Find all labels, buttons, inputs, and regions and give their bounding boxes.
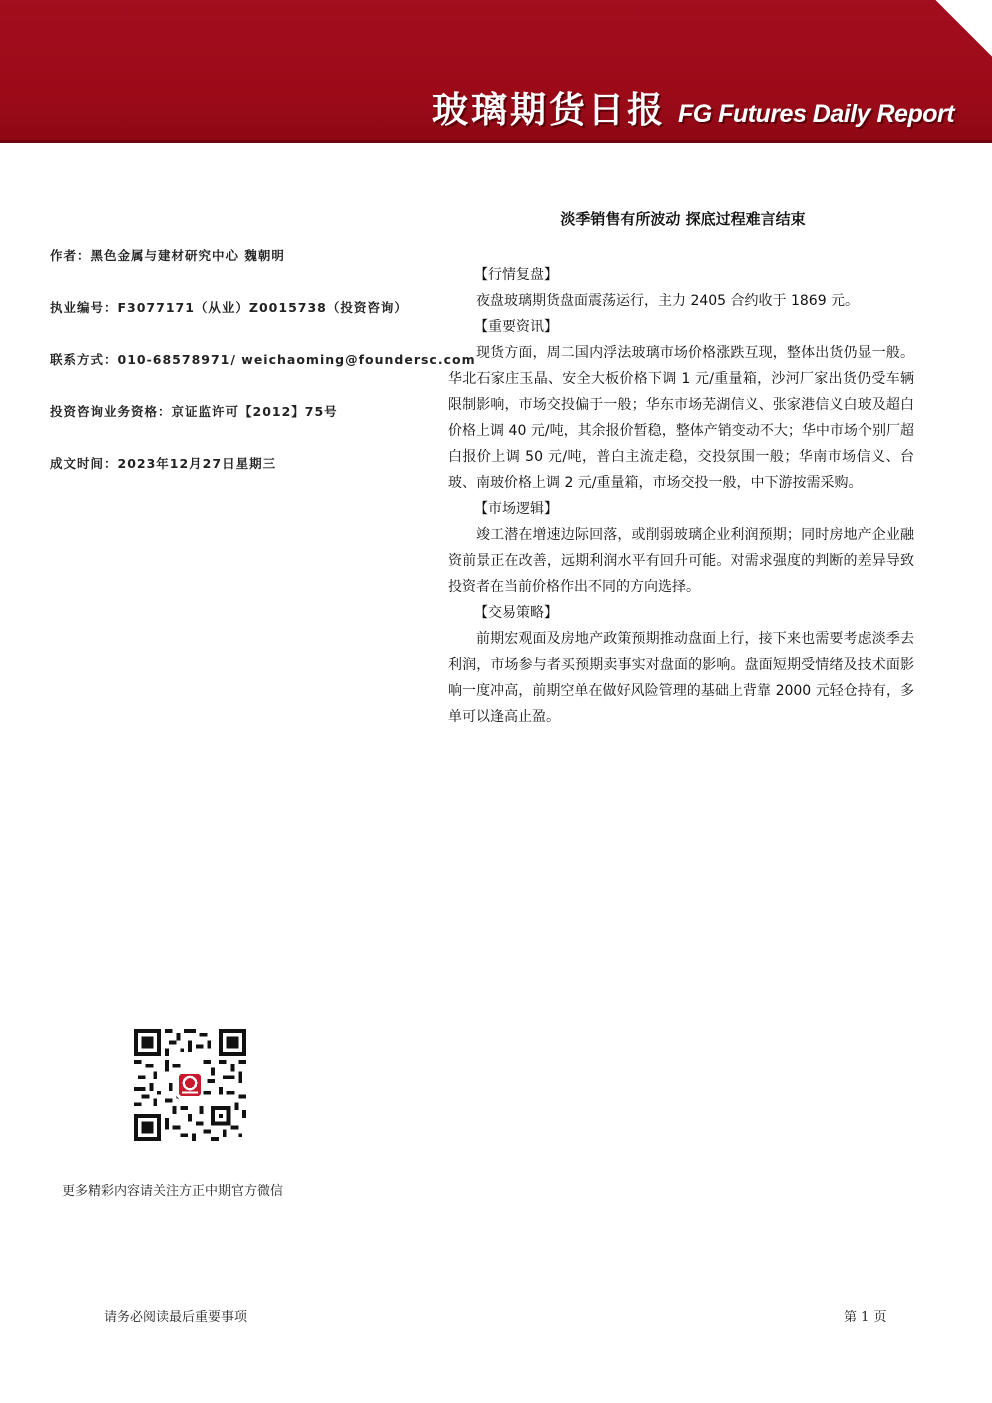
section-heading: 【重要资讯】 [474, 319, 558, 335]
footer-page-number: 第 1 页 [844, 1310, 887, 1325]
section-paragraph: 前期宏观面及房地产政策预期推动盘面上行，接下来也需要考虑淡季去利润，市场参与者买预期卖事实对盘面的影响。盘面短期受情绪及技术面影响一度冲高，前期空单在做好风险管理的基础上背靠 2000 元轻仓持有，多单可以逢高止盈。 [448, 631, 914, 725]
header-bottom-strip [0, 140, 992, 143]
section-news [448, 314, 914, 496]
section-review [448, 262, 914, 314]
section-strategy [448, 600, 914, 730]
section-paragraph: 夜盘玻璃期货盘面震荡运行，主力 2405 合约收于 1869 元。 [476, 293, 860, 309]
meta-contact: 联系方式：010-68578971/ weichaoming@foundersc.com [50, 352, 476, 367]
section-heading: 【交易策略】 [474, 605, 558, 621]
report-title: 淡季销售有所波动 探底过程难言结束 [560, 210, 806, 228]
header-corner-cut [935, 0, 992, 57]
report-body [448, 262, 914, 730]
section-heading: 【行情复盘】 [474, 267, 558, 283]
footer-notice: 请务必阅读最后重要事项 [104, 1310, 248, 1325]
header-title-cn: 玻璃期货日报 [432, 90, 667, 131]
section-logic [448, 496, 914, 600]
qr-caption: 更多精彩内容请关注方正中期官方微信 [62, 1184, 284, 1199]
meta-date: 成文时间：2023年12月27日星期三 [50, 456, 277, 471]
meta-license-no: 执业编号：F3077171（从业）Z0015738（投资咨询） [50, 300, 408, 315]
report-header-banner [0, 0, 992, 143]
meta-qualification: 投资咨询业务资格：京证监许可【2012】75号 [50, 404, 338, 419]
wechat-qr-code-icon [134, 1029, 246, 1141]
header-title [432, 82, 954, 132]
header-title-en: FG Futures Daily Report [678, 100, 955, 128]
meta-author: 作者：黑色金属与建材研究中心 魏朝明 [50, 248, 285, 263]
section-paragraph: 竣工潜在增速边际回落，或削弱玻璃企业利润预期；同时房地产企业融资前景正在改善，远期利润水平有回升可能。对需求强度的判断的差异导致投资者在当前价格作出不同的方向选择。 [448, 527, 914, 595]
section-paragraph: 现货方面，周二国内浮法玻璃市场价格涨跌互现，整体出货仍显一般。华北石家庄玉晶、安全大板价格下调 1 元/重量箱，沙河厂家出货仍受车辆限制影响，市场交投偏于一般；华东市场芜湖信义、张家港信义白玻及超白价格上调 40 元/吨，其余报价暂稳，整体产销变动不大；华中市场个别厂超白报价上调 50 元/吨，普白主流走稳，交投氛围一般；华南市场信义、台玻、南玻价格上调 2 元/重量箱，市场交投一般，中下游按需采购。 [448, 345, 914, 491]
section-heading: 【市场逻辑】 [474, 501, 558, 517]
